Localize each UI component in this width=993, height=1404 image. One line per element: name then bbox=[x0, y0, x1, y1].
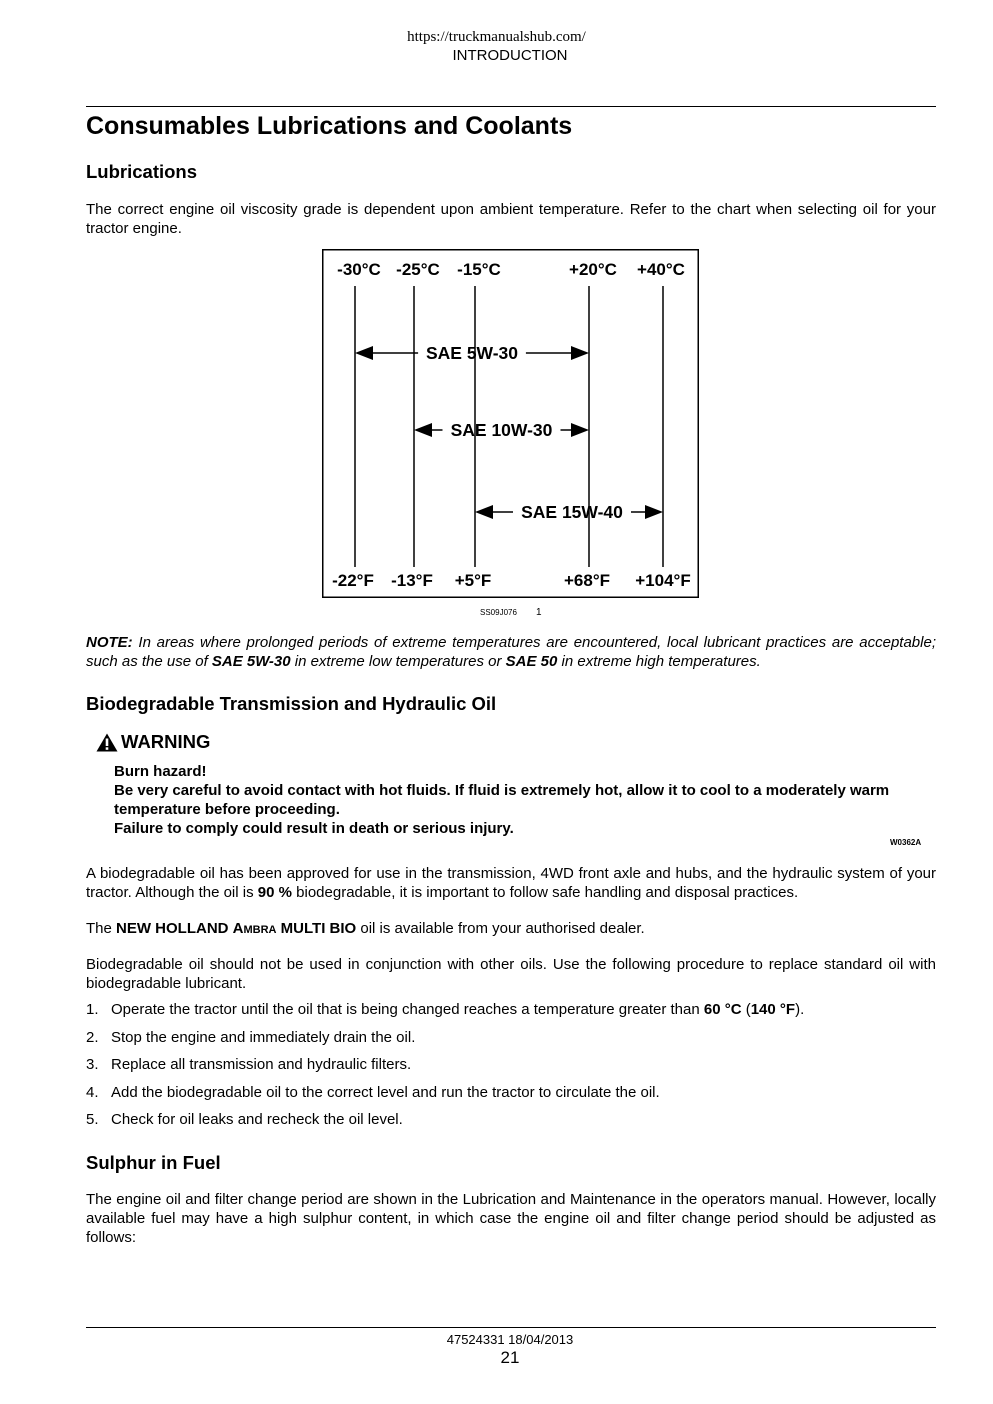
bio-paragraph-1 bbox=[86, 864, 936, 902]
note-paragraph bbox=[86, 633, 936, 671]
header-section: INTRODUCTION bbox=[452, 47, 568, 64]
paren-close: ). bbox=[795, 1001, 805, 1018]
heading-lubrications: Lubrications bbox=[86, 161, 198, 182]
list-text: Replace all transmission and hydraulic filters. bbox=[111, 1056, 412, 1073]
arrow-head-right bbox=[571, 346, 589, 360]
list-text: Add the biodegradable oil to the correct level and run the tractor to circulate the oil. bbox=[111, 1084, 660, 1101]
product-name bbox=[116, 920, 356, 937]
bio-paragraph-3: Biodegradable oil should not be used in conjunction with other oils. Use the following procedure to replace standard oil with biodegradable lubricant. bbox=[86, 956, 936, 992]
bio-p1-a: A biodegradable oil has been approved for use in the transmission, 4WD front axle and hubs, and the hydraulic system of your tractor. Although the oil is bbox=[86, 865, 936, 901]
tick-label-celsius: +40°C bbox=[637, 260, 685, 279]
note-text-1: In areas where prolonged periods of extreme temperatures are encountered, local lubricant practices are acceptable; such as the use of bbox=[86, 634, 936, 670]
list-text: Stop the engine and immediately drain the oil. bbox=[111, 1029, 416, 1046]
paren-open: ( bbox=[741, 1001, 751, 1018]
tick-label-celsius: +20°C bbox=[569, 260, 617, 279]
note-oil-low: SAE 5W-30 bbox=[211, 653, 291, 670]
heading-sulphur: Sulphur in Fuel bbox=[86, 1152, 221, 1173]
bio-p2-c: oil is available from your authorised dealer. bbox=[356, 920, 645, 937]
header-url: https://truckmanualshub.com/ bbox=[407, 29, 586, 45]
list-item bbox=[86, 1111, 936, 1128]
footer-page-number: 21 bbox=[500, 1348, 520, 1367]
sulphur-paragraph: The engine oil and filter change period are shown in the Lubrication and Maintenance in the operators manual. However, locally available fuel may have a high sulphur content, in which case the engine oil and filter change period should be adjusted as follows: bbox=[86, 1191, 936, 1246]
heading-biodegradable: Biodegradable Transmission and Hydraulic Oil bbox=[86, 693, 497, 714]
list-item bbox=[86, 1056, 936, 1073]
arrow-head-left bbox=[475, 505, 493, 519]
top-rule bbox=[86, 106, 936, 107]
figure-code: SS09J076 bbox=[480, 608, 517, 617]
warning-line-3: Failure to comply could result in death or serious injury. bbox=[114, 820, 514, 837]
bottom-rule bbox=[86, 1327, 936, 1328]
tick-label-fahrenheit: -22°F bbox=[332, 571, 374, 590]
list-item bbox=[86, 1029, 936, 1046]
list-number: 2. bbox=[86, 1029, 99, 1046]
list-text: Check for oil leaks and recheck the oil level. bbox=[111, 1111, 403, 1128]
product-line: Ambra bbox=[232, 920, 277, 937]
arrow-head-right bbox=[571, 423, 589, 437]
bio-paragraph-2 bbox=[86, 919, 936, 938]
page-title: Consumables Lubrications and Coolants bbox=[86, 112, 573, 140]
product-variant: MULTI BIO bbox=[276, 920, 357, 937]
tick-label-fahrenheit: +104°F bbox=[635, 571, 691, 590]
warning-code: W0362A bbox=[890, 838, 922, 847]
series-label: SAE 5W-30 bbox=[425, 343, 519, 363]
viscosity-chart bbox=[322, 249, 699, 599]
tick-label-celsius: -25°C bbox=[396, 260, 440, 279]
warning-title bbox=[96, 731, 210, 753]
arrow-head-left bbox=[355, 346, 373, 360]
note-text-2: in extreme low temperatures or bbox=[290, 653, 506, 670]
list-text: Operate the tractor until the oil that is being changed reaches a temperature greater than bbox=[111, 1001, 704, 1018]
temp-celsius: 60 °C bbox=[703, 1001, 742, 1018]
bio-p2-a: The bbox=[86, 920, 117, 937]
list-item bbox=[86, 1084, 936, 1101]
series-label: SAE 15W-40 bbox=[521, 502, 623, 522]
series-label: SAE 10W-30 bbox=[450, 420, 553, 440]
arrow-head-left bbox=[414, 423, 432, 437]
tick-label-celsius: -15°C bbox=[457, 260, 501, 279]
note-label: NOTE: bbox=[86, 634, 133, 651]
tick-label-fahrenheit: -13°F bbox=[391, 571, 433, 590]
footer-doc-id: 47524331 18/04/2013 bbox=[446, 1332, 574, 1347]
warning-body bbox=[114, 762, 914, 838]
bio-p1-c: biodegradable, it is important to follow safe handling and disposal practices. bbox=[291, 884, 799, 901]
warning-title-text: WARNING bbox=[121, 731, 211, 752]
list-number: 5. bbox=[86, 1111, 99, 1128]
list-number: 3. bbox=[86, 1056, 99, 1073]
product-brand: NEW HOLLAND bbox=[116, 920, 233, 937]
bio-p1-percent: 90 % bbox=[257, 884, 292, 901]
note-oil-high: SAE 50 bbox=[505, 653, 558, 670]
note-text-3: in extreme high temperatures. bbox=[557, 653, 761, 670]
tick-label-fahrenheit: +68°F bbox=[563, 571, 611, 590]
tick-label-fahrenheit: +5°F bbox=[454, 571, 492, 590]
list-number: 4. bbox=[86, 1084, 99, 1101]
warning-triangle-icon bbox=[96, 733, 118, 752]
list-number: 1. bbox=[86, 1001, 99, 1018]
list-item bbox=[86, 1001, 936, 1018]
arrow-head-right bbox=[645, 505, 663, 519]
tick-label-celsius: -30°C bbox=[337, 260, 381, 279]
warning-line-2: Be very careful to avoid contact with hot fluids. If fluid is extremely hot, allow it to cool to a moderately warm temperature before proceeding. bbox=[114, 782, 890, 818]
lubrications-intro: The correct engine oil viscosity grade is dependent upon ambient temperature. Refer to the chart when selecting oil for your tractor engine. bbox=[86, 201, 936, 237]
temp-fahrenheit: 140 °F bbox=[750, 1001, 796, 1018]
warning-line-1: Burn hazard! bbox=[114, 763, 207, 780]
figure-number: 1 bbox=[536, 607, 542, 618]
